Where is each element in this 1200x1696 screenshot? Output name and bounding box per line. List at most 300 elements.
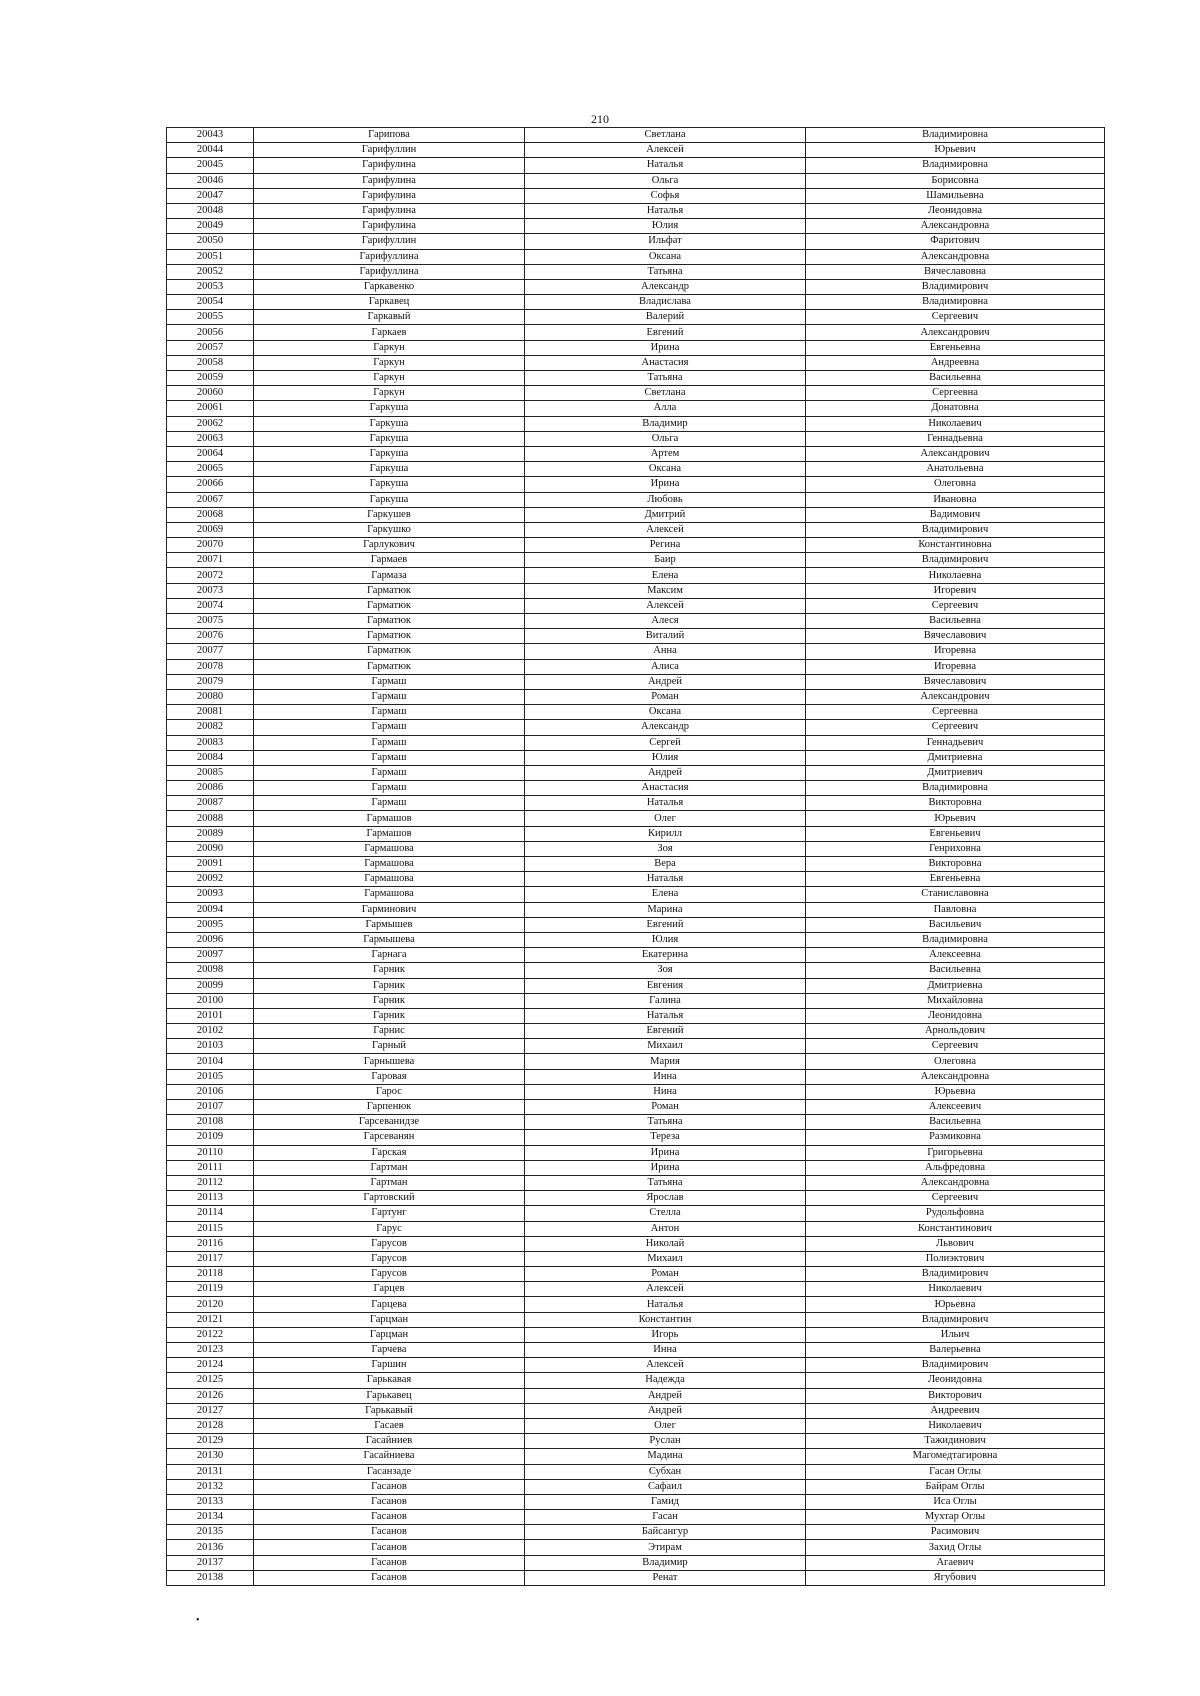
record-number-cell: 20099 (167, 978, 254, 993)
last-name-cell: Гарус (254, 1221, 525, 1236)
table-row (167, 796, 1105, 811)
first-name-cell: Андрей (525, 765, 806, 780)
patronymic-cell: Леонидовна (806, 1373, 1105, 1388)
table-row (167, 902, 1105, 917)
patronymic-cell: Александрович (806, 325, 1105, 340)
patronymic-cell: Игоревич (806, 583, 1105, 598)
record-number-cell: 20062 (167, 416, 254, 431)
patronymic-cell: Олеговна (806, 477, 1105, 492)
table-row (167, 1358, 1105, 1373)
record-number-cell: 20065 (167, 462, 254, 477)
first-name-cell: Андрей (525, 1403, 806, 1418)
record-number-cell: 20116 (167, 1236, 254, 1251)
last-name-cell: Гарифулина (254, 188, 525, 203)
table-row (167, 932, 1105, 947)
first-name-cell: Елена (525, 887, 806, 902)
table-row (167, 1175, 1105, 1190)
table-row (167, 143, 1105, 158)
record-number-cell: 20069 (167, 522, 254, 537)
patronymic-cell: Вячеславович (806, 629, 1105, 644)
first-name-cell: Мария (525, 1054, 806, 1069)
last-name-cell: Гармаев (254, 553, 525, 568)
last-name-cell: Гарифулина (254, 173, 525, 188)
patronymic-cell: Владимирович (806, 1358, 1105, 1373)
record-number-cell: 20075 (167, 614, 254, 629)
record-number-cell: 20047 (167, 188, 254, 203)
first-name-cell: Сергей (525, 735, 806, 750)
patronymic-cell: Владимирович (806, 522, 1105, 537)
last-name-cell: Гаркушев (254, 507, 525, 522)
last-name-cell: Гармаш (254, 705, 525, 720)
first-name-cell: Евгения (525, 978, 806, 993)
patronymic-cell: Константинович (806, 1221, 1105, 1236)
first-name-cell: Ирина (525, 477, 806, 492)
last-name-cell: Гармаш (254, 750, 525, 765)
last-name-cell: Гарник (254, 963, 525, 978)
patronymic-cell: Геннадьевна (806, 431, 1105, 446)
table-row (167, 1434, 1105, 1449)
first-name-cell: Субхан (525, 1464, 806, 1479)
first-name-cell: Михаил (525, 1251, 806, 1266)
record-number-cell: 20086 (167, 781, 254, 796)
patronymic-cell: Львович (806, 1236, 1105, 1251)
last-name-cell: Гаркавец (254, 295, 525, 310)
record-number-cell: 20090 (167, 841, 254, 856)
table-row (167, 598, 1105, 613)
last-name-cell: Гарусов (254, 1236, 525, 1251)
first-name-cell: Алеся (525, 614, 806, 629)
first-name-cell: Этирам (525, 1540, 806, 1555)
patronymic-cell: Леонидовна (806, 203, 1105, 218)
last-name-cell: Гаркаев (254, 325, 525, 340)
patronymic-cell: Владимировна (806, 932, 1105, 947)
record-number-cell: 20046 (167, 173, 254, 188)
table-row (167, 568, 1105, 583)
table-row (167, 887, 1105, 902)
record-number-cell: 20123 (167, 1343, 254, 1358)
table-row (167, 1540, 1105, 1555)
last-name-cell: Гармашова (254, 872, 525, 887)
first-name-cell: Анастасия (525, 781, 806, 796)
table-row (167, 340, 1105, 355)
patronymic-cell: Альфредовна (806, 1160, 1105, 1175)
table-row (167, 1069, 1105, 1084)
first-name-cell: Светлана (525, 128, 806, 143)
first-name-cell: Александр (525, 279, 806, 294)
patronymic-cell: Владимировна (806, 295, 1105, 310)
patronymic-cell: Сергеевич (806, 1191, 1105, 1206)
table-row (167, 522, 1105, 537)
last-name-cell: Гарифулина (254, 203, 525, 218)
patronymic-cell: Сергеевич (806, 1039, 1105, 1054)
table-row (167, 371, 1105, 386)
last-name-cell: Гарькавый (254, 1403, 525, 1418)
first-name-cell: Марина (525, 902, 806, 917)
first-name-cell: Евгений (525, 917, 806, 932)
last-name-cell: Гарусов (254, 1251, 525, 1266)
last-name-cell: Гасаев (254, 1418, 525, 1433)
table-row (167, 583, 1105, 598)
first-name-cell: Инна (525, 1069, 806, 1084)
first-name-cell: Олег (525, 1418, 806, 1433)
first-name-cell: Евгений (525, 325, 806, 340)
last-name-cell: Гарифуллин (254, 143, 525, 158)
first-name-cell: Светлана (525, 386, 806, 401)
table-row (167, 279, 1105, 294)
first-name-cell: Зоя (525, 963, 806, 978)
first-name-cell: Стелла (525, 1206, 806, 1221)
record-number-cell: 20063 (167, 431, 254, 446)
first-name-cell: Алексей (525, 522, 806, 537)
table-row (167, 659, 1105, 674)
last-name-cell: Гаркун (254, 371, 525, 386)
last-name-cell: Гарнышева (254, 1054, 525, 1069)
last-name-cell: Гарцман (254, 1327, 525, 1342)
table-row (167, 811, 1105, 826)
last-name-cell: Гарцева (254, 1297, 525, 1312)
record-number-cell: 20071 (167, 553, 254, 568)
table-row (167, 948, 1105, 963)
patronymic-cell: Станиславовна (806, 887, 1105, 902)
patronymic-cell: Иса Оглы (806, 1494, 1105, 1509)
last-name-cell: Гартовский (254, 1191, 525, 1206)
table-row (167, 781, 1105, 796)
record-number-cell: 20089 (167, 826, 254, 841)
table-row (167, 203, 1105, 218)
first-name-cell: Регина (525, 538, 806, 553)
table-row (167, 872, 1105, 887)
record-number-cell: 20121 (167, 1312, 254, 1327)
first-name-cell: Наталья (525, 158, 806, 173)
first-name-cell: Юлия (525, 932, 806, 947)
record-number-cell: 20052 (167, 264, 254, 279)
patronymic-cell: Андреевна (806, 355, 1105, 370)
last-name-cell: Гаркавый (254, 310, 525, 325)
table-row (167, 173, 1105, 188)
first-name-cell: Наталья (525, 872, 806, 887)
patronymic-cell: Викторович (806, 1388, 1105, 1403)
last-name-cell: Гармаш (254, 720, 525, 735)
last-name-cell: Гармаш (254, 689, 525, 704)
last-name-cell: Гармашова (254, 857, 525, 872)
last-name-cell: Гарник (254, 978, 525, 993)
patronymic-cell: Агаевич (806, 1555, 1105, 1570)
table-row (167, 644, 1105, 659)
record-number-cell: 20117 (167, 1251, 254, 1266)
first-name-cell: Максим (525, 583, 806, 598)
table-row (167, 462, 1105, 477)
last-name-cell: Гарипова (254, 128, 525, 143)
patronymic-cell: Размиковна (806, 1130, 1105, 1145)
table-row (167, 841, 1105, 856)
record-number-cell: 20057 (167, 340, 254, 355)
patronymic-cell: Анатольевна (806, 462, 1105, 477)
record-number-cell: 20055 (167, 310, 254, 325)
first-name-cell: Наталья (525, 1008, 806, 1023)
last-name-cell: Гаршин (254, 1358, 525, 1373)
record-number-cell: 20101 (167, 1008, 254, 1023)
record-number-cell: 20070 (167, 538, 254, 553)
table-row (167, 325, 1105, 340)
record-number-cell: 20137 (167, 1555, 254, 1570)
last-name-cell: Гарник (254, 993, 525, 1008)
patronymic-cell: Генриховна (806, 841, 1105, 856)
table-row (167, 264, 1105, 279)
record-number-cell: 20044 (167, 143, 254, 158)
last-name-cell: Гармаза (254, 568, 525, 583)
record-number-cell: 20135 (167, 1525, 254, 1540)
table-row (167, 1236, 1105, 1251)
last-name-cell: Гаркуша (254, 492, 525, 507)
last-name-cell: Гаркуша (254, 431, 525, 446)
last-name-cell: Гармышев (254, 917, 525, 932)
table-row (167, 128, 1105, 143)
first-name-cell: Алла (525, 401, 806, 416)
last-name-cell: Гарнага (254, 948, 525, 963)
last-name-cell: Гарифуллина (254, 249, 525, 264)
table-row (167, 1555, 1105, 1570)
first-name-cell: Галина (525, 993, 806, 1008)
patronymic-cell: Ивановна (806, 492, 1105, 507)
record-number-cell: 20045 (167, 158, 254, 173)
table-row (167, 689, 1105, 704)
first-name-cell: Нина (525, 1084, 806, 1099)
table-row (167, 750, 1105, 765)
patronymic-cell: Васильевич (806, 917, 1105, 932)
table-row (167, 1282, 1105, 1297)
last-name-cell: Гаркун (254, 355, 525, 370)
table-row (167, 705, 1105, 720)
table-row (167, 553, 1105, 568)
patronymic-cell: Викторовна (806, 796, 1105, 811)
table-row (167, 1100, 1105, 1115)
record-number-cell: 20128 (167, 1418, 254, 1433)
record-number-cell: 20072 (167, 568, 254, 583)
last-name-cell: Гармаш (254, 674, 525, 689)
last-name-cell: Гасанов (254, 1479, 525, 1494)
first-name-cell: Оксана (525, 705, 806, 720)
record-number-cell: 20049 (167, 219, 254, 234)
last-name-cell: Гаркун (254, 386, 525, 401)
last-name-cell: Гарматюк (254, 644, 525, 659)
table-row (167, 158, 1105, 173)
last-name-cell: Гармышева (254, 932, 525, 947)
patronymic-cell: Николаевна (806, 568, 1105, 583)
record-number-cell: 20105 (167, 1069, 254, 1084)
table-row (167, 1115, 1105, 1130)
first-name-cell: Ренат (525, 1570, 806, 1585)
record-number-cell: 20114 (167, 1206, 254, 1221)
last-name-cell: Гармашова (254, 887, 525, 902)
patronymic-cell: Александрович (806, 446, 1105, 461)
record-number-cell: 20096 (167, 932, 254, 947)
first-name-cell: Роман (525, 1100, 806, 1115)
first-name-cell: Руслан (525, 1434, 806, 1449)
patronymic-cell: Владимирович (806, 553, 1105, 568)
patronymic-cell: Михайловна (806, 993, 1105, 1008)
patronymic-cell: Сергеевна (806, 386, 1105, 401)
first-name-cell: Валерий (525, 310, 806, 325)
patronymic-cell: Олеговна (806, 1054, 1105, 1069)
table-row (167, 538, 1105, 553)
first-name-cell: Алексей (525, 143, 806, 158)
record-number-cell: 20132 (167, 1479, 254, 1494)
table-row (167, 614, 1105, 629)
last-name-cell: Гаровая (254, 1069, 525, 1084)
table-row (167, 674, 1105, 689)
table-row (167, 401, 1105, 416)
patronymic-cell: Вячеславович (806, 674, 1105, 689)
first-name-cell: Алексей (525, 598, 806, 613)
first-name-cell: Константин (525, 1312, 806, 1327)
table-row (167, 492, 1105, 507)
patronymic-cell: Мухтар Оглы (806, 1510, 1105, 1525)
record-number-cell: 20107 (167, 1100, 254, 1115)
first-name-cell: Наталья (525, 203, 806, 218)
record-number-cell: 20064 (167, 446, 254, 461)
patronymic-cell: Расимович (806, 1525, 1105, 1540)
last-name-cell: Гарусов (254, 1267, 525, 1282)
record-number-cell: 20084 (167, 750, 254, 765)
table-row (167, 978, 1105, 993)
record-number-cell: 20043 (167, 128, 254, 143)
last-name-cell: Гарос (254, 1084, 525, 1099)
patronymic-cell: Леонидовна (806, 1008, 1105, 1023)
patronymic-cell: Владимирович (806, 1267, 1105, 1282)
record-number-cell: 20053 (167, 279, 254, 294)
last-name-cell: Гасанов (254, 1525, 525, 1540)
first-name-cell: Оксана (525, 462, 806, 477)
patronymic-cell: Александровна (806, 1069, 1105, 1084)
first-name-cell: Дмитрий (525, 507, 806, 522)
patronymic-cell: Гасан Оглы (806, 1464, 1105, 1479)
patronymic-cell: Александровна (806, 219, 1105, 234)
table-row (167, 1008, 1105, 1023)
first-name-cell: Софья (525, 188, 806, 203)
table-row (167, 1403, 1105, 1418)
last-name-cell: Гармаш (254, 781, 525, 796)
last-name-cell: Гарская (254, 1145, 525, 1160)
record-number-cell: 20138 (167, 1570, 254, 1585)
patronymic-cell: Захид Оглы (806, 1540, 1105, 1555)
first-name-cell: Юлия (525, 219, 806, 234)
table-row (167, 1570, 1105, 1585)
patronymic-cell: Сергеевич (806, 310, 1105, 325)
record-number-cell: 20087 (167, 796, 254, 811)
patronymic-cell: Владимирович (806, 279, 1105, 294)
patronymic-cell: Геннадьевич (806, 735, 1105, 750)
last-name-cell: Гарифуллина (254, 264, 525, 279)
patronymic-cell: Юрьевна (806, 1297, 1105, 1312)
table-row (167, 765, 1105, 780)
table-row (167, 1373, 1105, 1388)
last-name-cell: Гарькавая (254, 1373, 525, 1388)
last-name-cell: Гарифулина (254, 158, 525, 173)
last-name-cell: Гарцман (254, 1312, 525, 1327)
patronymic-cell: Вячеславовна (806, 264, 1105, 279)
record-number-cell: 20113 (167, 1191, 254, 1206)
record-number-cell: 20136 (167, 1540, 254, 1555)
record-number-cell: 20094 (167, 902, 254, 917)
first-name-cell: Андрей (525, 1388, 806, 1403)
table-row (167, 1312, 1105, 1327)
patronymic-cell: Ильич (806, 1327, 1105, 1342)
last-name-cell: Гармашов (254, 826, 525, 841)
table-row (167, 963, 1105, 978)
first-name-cell: Алиса (525, 659, 806, 674)
patronymic-cell: Шамильевна (806, 188, 1105, 203)
table-row (167, 1191, 1105, 1206)
record-number-cell: 20048 (167, 203, 254, 218)
table-row (167, 1160, 1105, 1175)
table-row (167, 1479, 1105, 1494)
record-number-cell: 20088 (167, 811, 254, 826)
last-name-cell: Гарматюк (254, 598, 525, 613)
first-name-cell: Ильфат (525, 234, 806, 249)
first-name-cell: Ольга (525, 173, 806, 188)
last-name-cell: Гарный (254, 1039, 525, 1054)
table-row (167, 993, 1105, 1008)
first-name-cell: Ольга (525, 431, 806, 446)
last-name-cell: Гармаш (254, 796, 525, 811)
first-name-cell: Зоя (525, 841, 806, 856)
last-name-cell: Гарифуллин (254, 234, 525, 249)
patronymic-cell: Рудольфовна (806, 1206, 1105, 1221)
table-row (167, 1145, 1105, 1160)
record-number-cell: 20081 (167, 705, 254, 720)
bullet-mark: • (196, 1615, 200, 1626)
patronymic-cell: Сергеевич (806, 598, 1105, 613)
record-number-cell: 20074 (167, 598, 254, 613)
record-number-cell: 20115 (167, 1221, 254, 1236)
record-number-cell: 20073 (167, 583, 254, 598)
table-row (167, 295, 1105, 310)
first-name-cell: Вера (525, 857, 806, 872)
record-number-cell: 20126 (167, 1388, 254, 1403)
record-number-cell: 20108 (167, 1115, 254, 1130)
first-name-cell: Андрей (525, 674, 806, 689)
table-row (167, 1494, 1105, 1509)
last-name-cell: Гарпенюк (254, 1100, 525, 1115)
first-name-cell: Игорь (525, 1327, 806, 1342)
first-name-cell: Евгений (525, 1024, 806, 1039)
patronymic-cell: Андреевич (806, 1403, 1105, 1418)
last-name-cell: Гартунг (254, 1206, 525, 1221)
record-number-cell: 20100 (167, 993, 254, 1008)
table-row (167, 1054, 1105, 1069)
first-name-cell: Роман (525, 1267, 806, 1282)
last-name-cell: Гармашов (254, 811, 525, 826)
last-name-cell: Гармаш (254, 735, 525, 750)
last-name-cell: Гасайниев (254, 1434, 525, 1449)
record-number-cell: 20085 (167, 765, 254, 780)
first-name-cell: Михаил (525, 1039, 806, 1054)
patronymic-cell: Арнольдович (806, 1024, 1105, 1039)
first-name-cell: Татьяна (525, 371, 806, 386)
record-number-cell: 20133 (167, 1494, 254, 1509)
last-name-cell: Гарматюк (254, 583, 525, 598)
last-name-cell: Гарматюк (254, 659, 525, 674)
first-name-cell: Оксана (525, 249, 806, 264)
first-name-cell: Инна (525, 1343, 806, 1358)
last-name-cell: Гаркуша (254, 416, 525, 431)
table-row (167, 1464, 1105, 1479)
table-row (167, 234, 1105, 249)
record-number-cell: 20120 (167, 1297, 254, 1312)
record-number-cell: 20127 (167, 1403, 254, 1418)
table-row (167, 416, 1105, 431)
table-row (167, 188, 1105, 203)
